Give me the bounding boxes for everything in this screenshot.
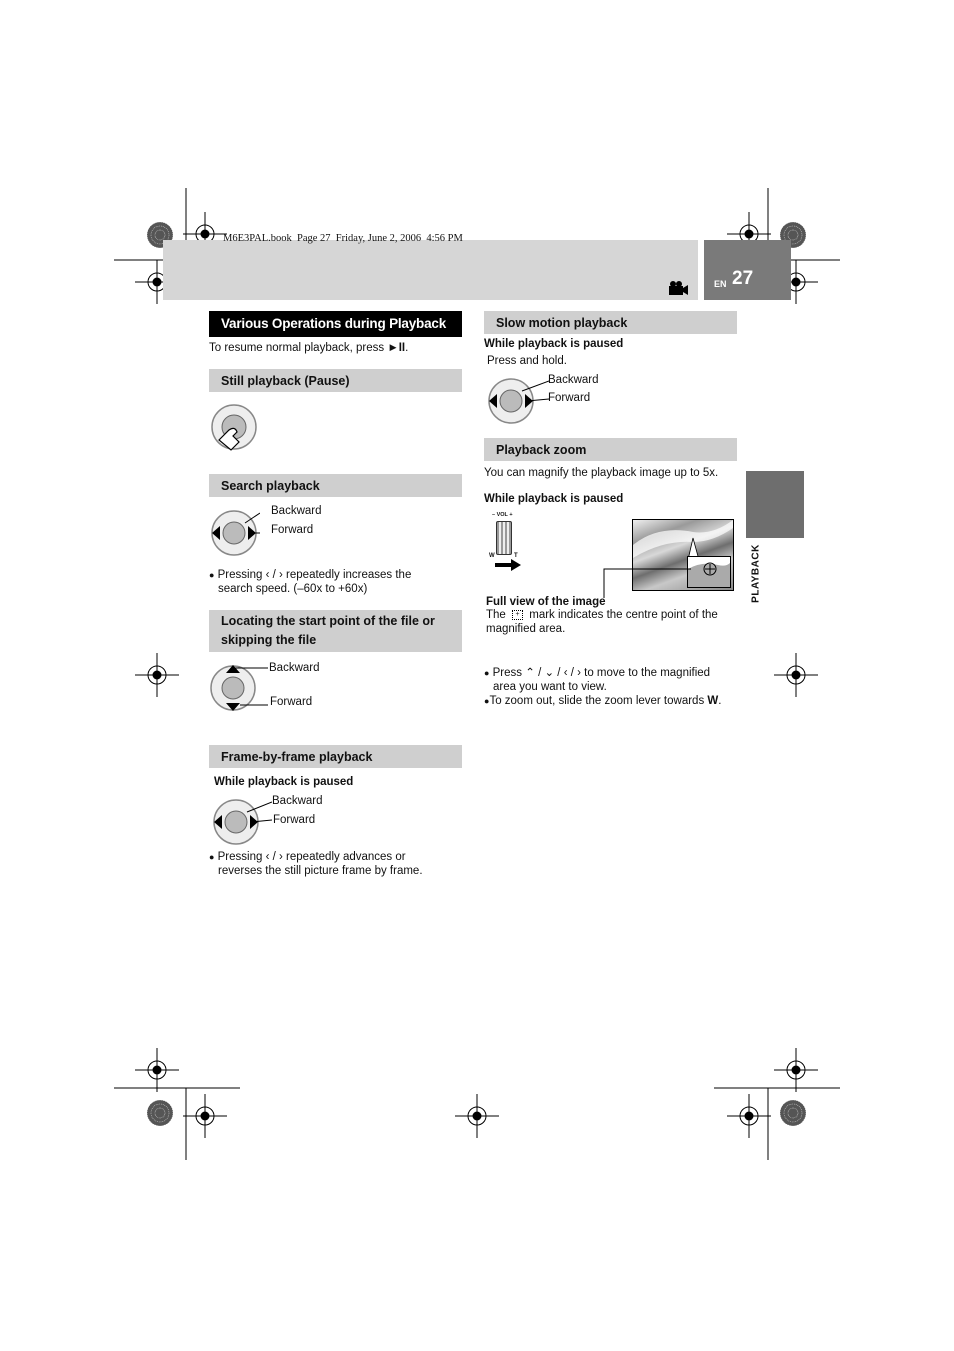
direction-chevrons-icon: ⌃ / ⌄ / ‹ / › — [525, 667, 581, 679]
zoom-bullets — [484, 666, 739, 708]
left-right-chevron-icon: ‹ / › — [265, 569, 283, 581]
mark-description — [486, 608, 736, 636]
locate-forward-label: Forward — [270, 696, 313, 708]
frame-note-a: Pressing — [217, 851, 263, 863]
mark-text-a: The — [486, 609, 506, 621]
zoom-intro: You can magnify the playback image up to 5x. — [484, 467, 719, 479]
search-joystick-diagram — [210, 509, 260, 557]
frame-playback-heading: Frame-by-frame playback — [209, 745, 462, 768]
playback-zoom-heading: Playback zoom — [484, 438, 737, 461]
locate-heading — [209, 610, 462, 652]
still-joystick-diagram — [209, 402, 259, 452]
frame-forward-label: Forward — [273, 814, 316, 826]
camcorder-icon — [667, 280, 689, 296]
frame-note-line2: reverses the still picture frame by frame. — [218, 865, 423, 877]
file-info: M6E3PAL.book Page 27 Friday, June 2, 2006 4:56 PM — [223, 233, 463, 244]
search-forward-label: Forward — [271, 524, 314, 536]
locate-backward-label: Backward — [269, 662, 320, 674]
search-note — [209, 568, 464, 596]
lang-code: EN — [714, 279, 727, 289]
search-note-line2: search speed. (–60x to +60x) — [218, 583, 368, 595]
intro-suffix: . — [405, 342, 409, 354]
zoom-subheading: While playback is paused — [484, 493, 624, 505]
side-tab-label: PLAYBACK — [750, 544, 762, 603]
intro-prefix: To resume normal playback, press — [209, 342, 385, 354]
page-title: Various Operations during Playback — [209, 311, 462, 337]
header-band — [163, 240, 698, 300]
search-note-b: repeatedly increases the — [286, 569, 412, 581]
search-note-a: Pressing — [217, 569, 263, 581]
zoom-center-mark-icon: + — [512, 610, 523, 620]
zoom-lever-body — [496, 521, 512, 555]
play-pause-symbol: ►II — [387, 342, 406, 354]
zoom-lever-w-label: W — [489, 553, 495, 559]
slow-motion-heading: Slow motion playback — [484, 311, 737, 334]
bullet2-b: W — [707, 695, 719, 707]
search-playback-heading: Search playback — [209, 474, 462, 497]
frame-note-b: repeatedly advances or — [286, 851, 406, 863]
slow-subheading: While playback is paused — [484, 338, 624, 350]
zoom-lever-diagram — [488, 512, 524, 572]
frame-joystick-diagram — [212, 798, 272, 846]
full-view-inset — [687, 556, 731, 588]
mark-text-c: magnified area. — [486, 623, 566, 635]
bullet1-b: to move to the magnified — [584, 667, 711, 679]
callout-line — [603, 568, 693, 598]
bullet-icon: ● — [484, 668, 490, 678]
locate-heading-line1: Locating the start point of the file or — [221, 614, 435, 628]
search-backward-label: Backward — [271, 505, 322, 517]
full-view-label: Full view of the image — [486, 596, 606, 608]
page-number: 27 — [732, 268, 754, 289]
frame-subheading: While playback is paused — [214, 776, 354, 788]
frame-note — [209, 850, 464, 878]
bullet2-c: . — [718, 695, 722, 707]
bullet-icon: ● — [209, 570, 215, 580]
bullet2-a: To zoom out, slide the zoom lever towards — [489, 695, 705, 707]
locate-joystick-diagram — [210, 663, 270, 713]
slow-instruction: Press and hold. — [487, 355, 567, 367]
arrow-right-icon — [495, 559, 521, 571]
bullet-icon: ● — [484, 696, 490, 706]
mark-text-b: mark indicates the centre point of the — [529, 609, 718, 621]
intro-text — [209, 341, 408, 355]
bullet1-a: Press — [492, 667, 523, 679]
zoom-lever-top-label: – VOL + — [492, 512, 513, 518]
slow-joystick-diagram — [487, 377, 549, 425]
locate-heading-line2: skipping the file — [221, 633, 317, 647]
bullet1-c: area you want to view. — [493, 681, 607, 693]
frame-backward-label: Backward — [272, 795, 323, 807]
still-playback-heading: Still playback (Pause) — [209, 369, 462, 392]
side-tab — [746, 471, 804, 538]
left-right-chevron-icon: ‹ / › — [265, 851, 283, 863]
bullet-icon: ● — [209, 852, 215, 862]
slow-backward-label: Backward — [548, 374, 599, 386]
slow-forward-label: Forward — [548, 392, 591, 404]
zoom-lever-t-label: T — [514, 553, 518, 559]
